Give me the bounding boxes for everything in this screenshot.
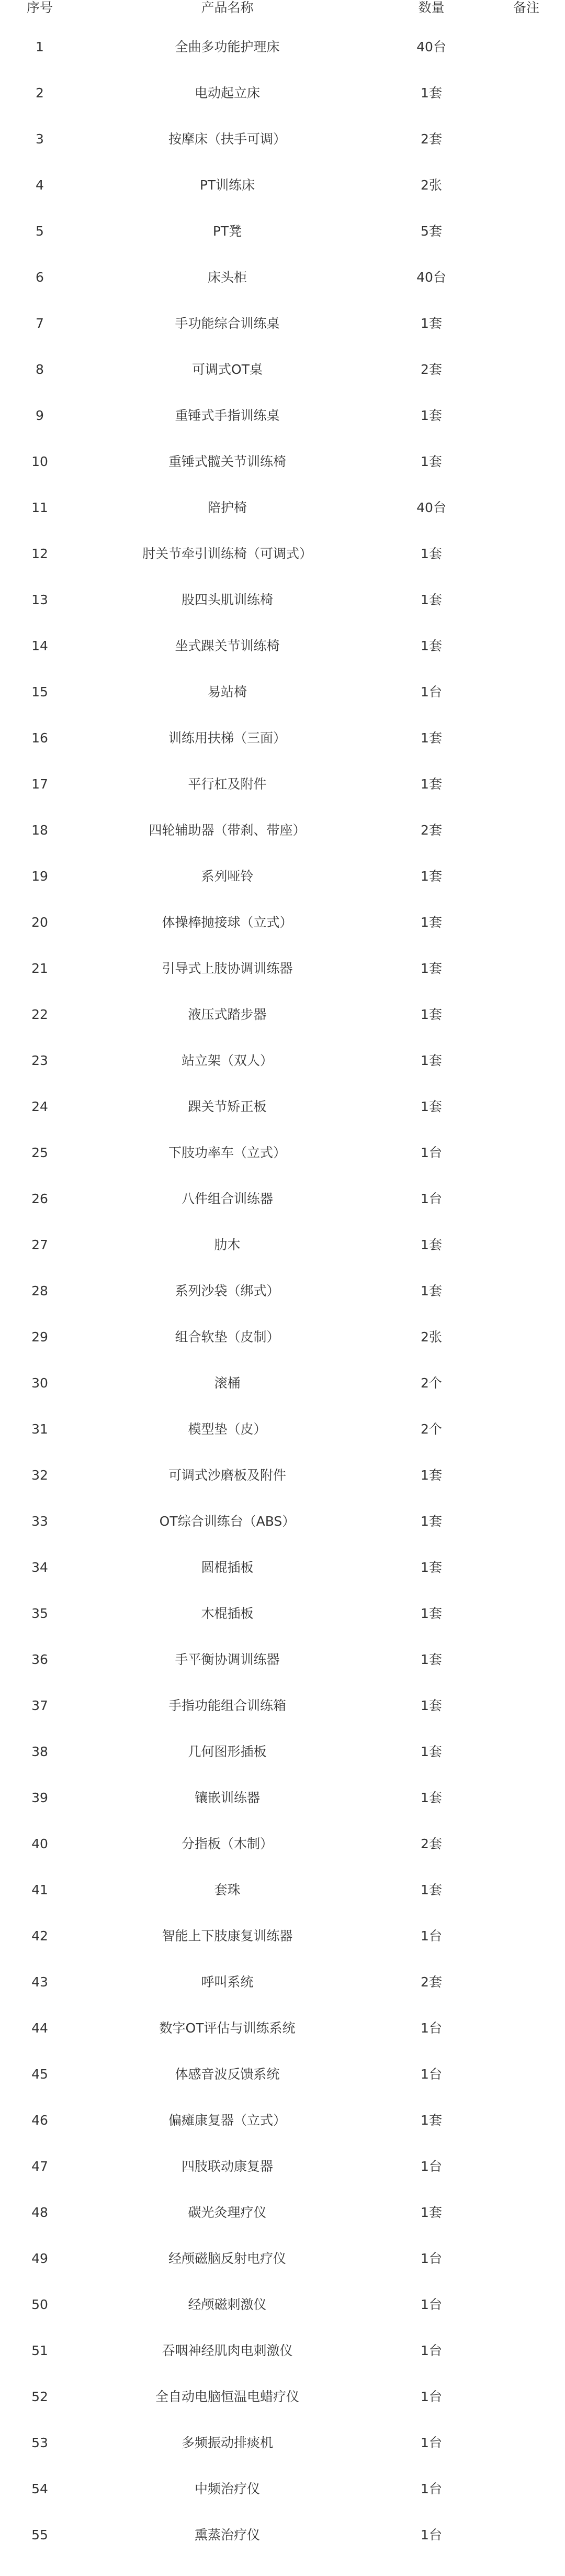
product-name-cell: OT综合训练台（ABS） <box>159 1514 296 1529</box>
serial-number-cell: 3 <box>36 131 44 147</box>
quantity-cell: 1套 <box>421 1882 442 1897</box>
serial-number-cell: 11 <box>31 500 48 515</box>
quantity-cell: 1套 <box>421 546 442 561</box>
table-row <box>0 807 565 853</box>
serial-number-cell: 6 <box>36 270 44 285</box>
quantity-cell: 2张 <box>421 1329 442 1345</box>
product-name-cell: PT训练床 <box>199 177 255 193</box>
header-quantity: 数量 <box>418 0 445 15</box>
table-row <box>0 1959 565 2005</box>
table-row <box>0 1729 565 1775</box>
table-row <box>0 1867 565 1913</box>
serial-number-cell: 40 <box>31 1836 48 1851</box>
serial-number-cell: 16 <box>31 730 48 746</box>
serial-number-cell: 25 <box>31 1145 48 1160</box>
quantity-cell: 1套 <box>421 1790 442 1805</box>
product-name-cell: 训练用扶梯（三面） <box>168 730 286 746</box>
quantity-cell: 2个 <box>421 1375 442 1391</box>
product-name-cell: 股四头肌训练椅 <box>181 592 273 607</box>
table-row <box>0 2190 565 2236</box>
serial-number-cell: 12 <box>31 546 48 561</box>
header-remarks: 备注 <box>513 0 539 15</box>
quantity-cell: 1台 <box>421 2481 442 2496</box>
quantity-cell: 1台 <box>421 2159 442 2174</box>
quantity-cell: 1套 <box>421 2113 442 2128</box>
serial-number-cell: 41 <box>31 1882 48 1897</box>
table-row <box>0 301 565 347</box>
product-name-cell: 手平衡协调训练器 <box>175 1652 280 1667</box>
quantity-cell: 1套 <box>421 316 442 331</box>
table-body <box>0 24 565 2558</box>
table-row <box>0 347 565 393</box>
product-name-cell: 组合软垫（皮制） <box>175 1329 280 1345</box>
serial-number-cell: 32 <box>31 1468 48 1483</box>
serial-number-cell: 43 <box>31 1974 48 1990</box>
table-row <box>0 1222 565 1268</box>
serial-number-cell: 52 <box>31 2389 48 2404</box>
serial-number-cell: 5 <box>36 224 44 239</box>
table-row <box>0 1913 565 1959</box>
quantity-cell: 1套 <box>421 915 442 930</box>
quantity-cell: 1套 <box>421 1560 442 1575</box>
quantity-cell: 1套 <box>421 1007 442 1022</box>
quantity-cell: 2套 <box>421 362 442 377</box>
table-row <box>0 2005 565 2051</box>
serial-number-cell: 23 <box>31 1053 48 1068</box>
product-name-cell: 智能上下肢康复训练器 <box>162 1928 293 1944</box>
product-name-cell: 木棍插板 <box>201 1606 254 1621</box>
serial-number-cell: 19 <box>31 869 48 884</box>
serial-number-cell: 35 <box>31 1606 48 1621</box>
quantity-cell: 1套 <box>421 776 442 792</box>
product-name-cell: 肘关节牵引训练椅（可调式） <box>142 546 312 561</box>
serial-number-cell: 17 <box>31 776 48 792</box>
serial-number-cell: 21 <box>31 961 48 976</box>
quantity-cell: 2个 <box>421 1422 442 1437</box>
table-row <box>0 116 565 162</box>
quantity-cell: 1台 <box>421 2435 442 2450</box>
quantity-cell: 1套 <box>421 408 442 423</box>
product-name-cell: 偏瘫康复器（立式） <box>168 2113 286 2128</box>
table-row <box>0 900 565 946</box>
serial-number-cell: 47 <box>31 2159 48 2174</box>
serial-number-cell: 55 <box>31 2527 48 2542</box>
quantity-cell: 5套 <box>421 224 442 239</box>
table-row <box>0 2328 565 2374</box>
serial-number-cell: 50 <box>31 2297 48 2312</box>
product-name-cell: 体操棒抛接球（立式） <box>162 915 293 930</box>
quantity-cell: 2套 <box>421 1836 442 1851</box>
serial-number-cell: 9 <box>36 408 44 423</box>
product-name-cell: 呼叫系统 <box>201 1974 254 1990</box>
table-row <box>0 1545 565 1591</box>
product-name-cell: 数字OT评估与训练系统 <box>159 2020 296 2036</box>
table-row <box>0 1268 565 1314</box>
table-row <box>0 1360 565 1406</box>
quantity-cell: 2张 <box>421 177 442 193</box>
table-row <box>0 1637 565 1683</box>
quantity-cell: 1台 <box>421 2297 442 2312</box>
serial-number-cell: 2 <box>36 85 44 101</box>
product-name-cell: 中频治疗仪 <box>194 2481 260 2496</box>
product-name-cell: 手功能综合训练桌 <box>175 316 280 331</box>
product-name-cell: 镶嵌训练器 <box>194 1790 260 1805</box>
table-row <box>0 2051 565 2097</box>
product-name-cell: 按摩床（扶手可调） <box>168 131 286 147</box>
product-name-cell: 碳光灸理疗仪 <box>188 2205 267 2220</box>
product-name-cell: 引导式上肢协调训练器 <box>162 961 293 976</box>
quantity-cell: 1套 <box>421 1744 442 1759</box>
table-row <box>0 393 565 439</box>
product-name-cell: 床头柜 <box>207 270 247 285</box>
quantity-cell: 1台 <box>421 1191 442 1206</box>
table-row <box>0 2512 565 2558</box>
quantity-cell: 1台 <box>421 2020 442 2036</box>
quantity-cell: 1套 <box>421 85 442 101</box>
serial-number-cell: 10 <box>31 454 48 469</box>
serial-number-cell: 33 <box>31 1514 48 1529</box>
product-name-cell: 可调式OT桌 <box>192 362 263 377</box>
serial-number-cell: 8 <box>36 362 44 377</box>
quantity-cell: 1套 <box>421 592 442 607</box>
table-row <box>0 1591 565 1637</box>
quantity-cell: 1套 <box>421 1099 442 1114</box>
table-row <box>0 1498 565 1545</box>
quantity-cell: 1套 <box>421 869 442 884</box>
product-name-cell: 可调式沙磨板及附件 <box>168 1468 286 1483</box>
table-row <box>0 2374 565 2420</box>
serial-number-cell: 28 <box>31 1283 48 1298</box>
quantity-cell: 1套 <box>421 1698 442 1713</box>
serial-number-cell: 36 <box>31 1652 48 1667</box>
serial-number-cell: 49 <box>31 2251 48 2266</box>
table-row <box>0 1130 565 1176</box>
quantity-cell: 1套 <box>421 2205 442 2220</box>
table-row <box>0 1314 565 1360</box>
header-product-name: 产品名称 <box>201 0 254 15</box>
product-name-cell: 经颅磁刺激仪 <box>188 2297 267 2312</box>
serial-number-cell: 30 <box>31 1375 48 1391</box>
quantity-cell: 2套 <box>421 823 442 838</box>
serial-number-cell: 46 <box>31 2113 48 2128</box>
quantity-cell: 40台 <box>416 500 446 515</box>
table-row <box>0 1406 565 1452</box>
quantity-cell: 40台 <box>416 39 446 54</box>
serial-number-cell: 45 <box>31 2067 48 2082</box>
table-row <box>0 531 565 577</box>
serial-number-cell: 13 <box>31 592 48 607</box>
quantity-cell: 1台 <box>421 1928 442 1944</box>
quantity-cell: 1套 <box>421 454 442 469</box>
product-name-cell: 下肢功率车（立式） <box>168 1145 286 1160</box>
product-name-cell: 四轮辅助器（带刹、带座） <box>149 823 306 838</box>
quantity-cell: 1套 <box>421 1652 442 1667</box>
product-name-cell: 八件组合训练器 <box>181 1191 273 1206</box>
serial-number-cell: 24 <box>31 1099 48 1114</box>
table-row <box>0 577 565 623</box>
table-row <box>0 439 565 485</box>
table-row <box>0 669 565 715</box>
product-name-cell: 站立架（双人） <box>181 1053 273 1068</box>
product-name-cell: 圆棍插板 <box>201 1560 254 1575</box>
product-name-cell: 熏蒸治疗仪 <box>194 2527 260 2542</box>
quantity-cell: 1套 <box>421 730 442 746</box>
product-name-cell: 电动起立床 <box>194 85 260 101</box>
product-name-cell: 分指板（木制） <box>181 1836 273 1851</box>
product-name-cell: 系列沙袋（绑式） <box>175 1283 280 1298</box>
table-row <box>0 2282 565 2328</box>
table-row <box>0 761 565 807</box>
product-name-cell: 坐式踝关节训练椅 <box>175 638 280 653</box>
quantity-cell: 2套 <box>421 1974 442 1990</box>
product-name-cell: PT凳 <box>212 224 242 239</box>
quantity-cell: 1台 <box>421 2251 442 2266</box>
serial-number-cell: 38 <box>31 1744 48 1759</box>
table-row <box>0 1683 565 1729</box>
table-row <box>0 162 565 208</box>
product-name-cell: 手指功能组合训练箱 <box>168 1698 286 1713</box>
quantity-cell: 1套 <box>421 1283 442 1298</box>
serial-number-cell: 20 <box>31 915 48 930</box>
product-name-cell: 液压式踏步器 <box>188 1007 267 1022</box>
table-row <box>0 208 565 254</box>
quantity-cell: 1台 <box>421 2389 442 2404</box>
product-name-cell: 几何图形插板 <box>188 1744 267 1759</box>
quantity-cell: 1套 <box>421 638 442 653</box>
serial-number-cell: 26 <box>31 1191 48 1206</box>
table-row <box>0 1452 565 1498</box>
serial-number-cell: 42 <box>31 1928 48 1944</box>
serial-number-cell: 29 <box>31 1329 48 1345</box>
product-name-cell: 全曲多功能护理床 <box>175 39 280 54</box>
serial-number-cell: 14 <box>31 638 48 653</box>
product-name-cell: 重锤式手指训练桌 <box>175 408 280 423</box>
table-row <box>0 24 565 70</box>
product-name-cell: 重锤式髋关节训练椅 <box>168 454 286 469</box>
table-header-row <box>0 0 565 24</box>
serial-number-cell: 31 <box>31 1422 48 1437</box>
product-name-cell: 肋木 <box>214 1237 241 1252</box>
quantity-cell: 1套 <box>421 961 442 976</box>
serial-number-cell: 53 <box>31 2435 48 2450</box>
quantity-cell: 1台 <box>421 2527 442 2542</box>
product-name-cell: 系列哑铃 <box>201 869 254 884</box>
table-row <box>0 2466 565 2512</box>
table-row <box>0 2144 565 2190</box>
table-row <box>0 623 565 669</box>
header-serial-number: 序号 <box>26 0 53 15</box>
table-row <box>0 2097 565 2144</box>
product-name-cell: 吞咽神经肌肉电刺激仪 <box>162 2343 293 2358</box>
product-name-cell: 陪护椅 <box>207 500 247 515</box>
product-name-cell: 全自动电脑恒温电蜡疗仪 <box>155 2389 299 2404</box>
table-row <box>0 853 565 900</box>
serial-number-cell: 7 <box>36 316 44 331</box>
quantity-cell: 40台 <box>416 270 446 285</box>
table-row <box>0 946 565 992</box>
table-row <box>0 1821 565 1867</box>
serial-number-cell: 1 <box>36 39 44 54</box>
product-name-cell: 四肢联动康复器 <box>181 2159 273 2174</box>
serial-number-cell: 27 <box>31 1237 48 1252</box>
product-name-cell: 多频振动排痰机 <box>181 2435 273 2450</box>
table-row <box>0 1176 565 1222</box>
table-row <box>0 254 565 301</box>
product-name-cell: 模型垫（皮） <box>188 1422 267 1437</box>
product-name-cell: 平行杠及附件 <box>188 776 267 792</box>
table-row <box>0 2420 565 2466</box>
serial-number-cell: 54 <box>31 2481 48 2496</box>
table-row <box>0 992 565 1038</box>
quantity-cell: 1台 <box>421 2067 442 2082</box>
product-name-cell: 易站椅 <box>207 684 247 699</box>
product-name-cell: 经颅磁脑反射电疗仪 <box>168 2251 286 2266</box>
quantity-cell: 1套 <box>421 1468 442 1483</box>
quantity-cell: 1台 <box>421 1145 442 1160</box>
serial-number-cell: 51 <box>31 2343 48 2358</box>
serial-number-cell: 34 <box>31 1560 48 1575</box>
quantity-cell: 1套 <box>421 1053 442 1068</box>
table-row <box>0 715 565 761</box>
serial-number-cell: 48 <box>31 2205 48 2220</box>
serial-number-cell: 4 <box>36 177 44 193</box>
serial-number-cell: 44 <box>31 2020 48 2036</box>
table-row <box>0 2236 565 2282</box>
table-row <box>0 1084 565 1130</box>
serial-number-cell: 37 <box>31 1698 48 1713</box>
product-name-cell: 套珠 <box>214 1882 241 1897</box>
quantity-cell: 1套 <box>421 1606 442 1621</box>
product-name-cell: 滚桶 <box>214 1375 241 1391</box>
serial-number-cell: 22 <box>31 1007 48 1022</box>
serial-number-cell: 39 <box>31 1790 48 1805</box>
quantity-cell: 1台 <box>421 684 442 699</box>
table-row <box>0 1038 565 1084</box>
table-row <box>0 1775 565 1821</box>
serial-number-cell: 15 <box>31 684 48 699</box>
table-row <box>0 485 565 531</box>
serial-number-cell: 18 <box>31 823 48 838</box>
quantity-cell: 1套 <box>421 1514 442 1529</box>
product-name-cell: 体感音波反馈系统 <box>175 2067 280 2082</box>
table-row <box>0 70 565 116</box>
quantity-cell: 2套 <box>421 131 442 147</box>
product-name-cell: 踝关节矫正板 <box>188 1099 267 1114</box>
quantity-cell: 1套 <box>421 1237 442 1252</box>
quantity-cell: 1台 <box>421 2343 442 2358</box>
